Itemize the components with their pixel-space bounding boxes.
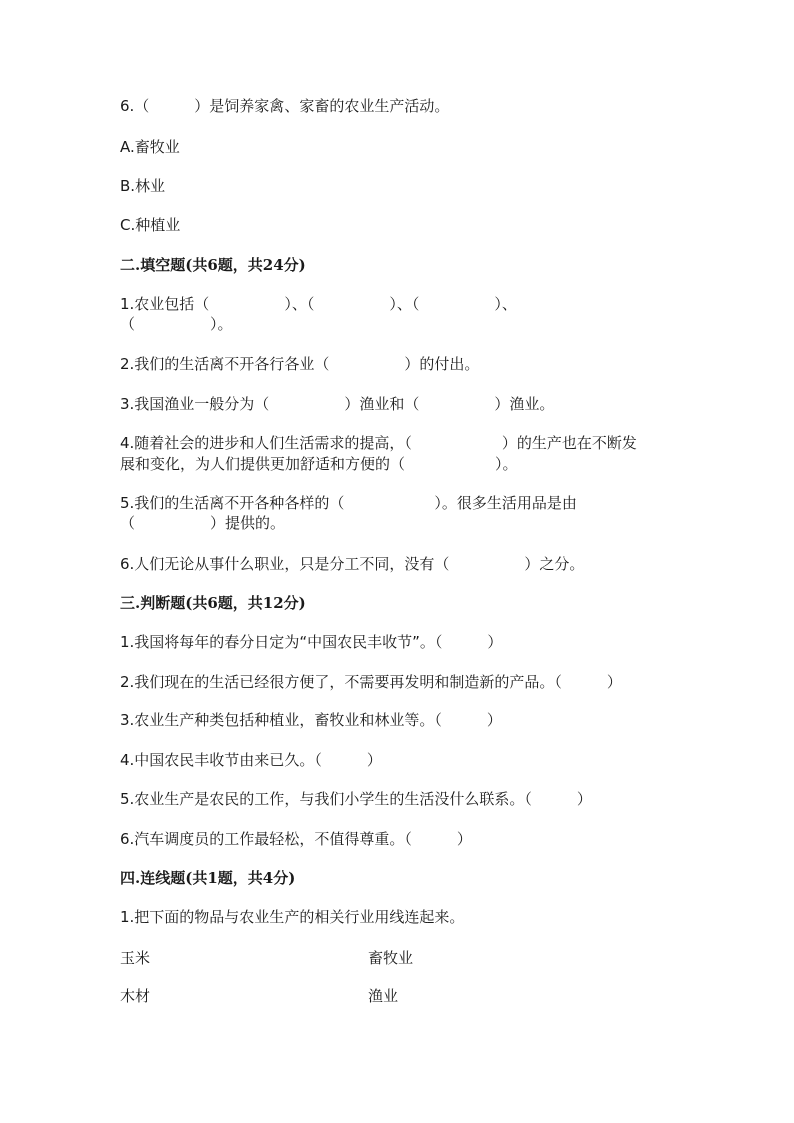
tf-question-6: 6.汽车调度员的工作最轻松，不值得尊重。（ ） <box>120 830 472 848</box>
matching-left-item: 木材 <box>120 987 151 1005</box>
fill-question-5-line2: （ ）提供的。 <box>120 514 286 532</box>
fill-question-1-line2: （ ）。 <box>120 315 233 333</box>
tf-question-5: 5.农业生产是农民的工作，与我们小学生的生活没什么联系。（ ） <box>120 790 592 808</box>
tf-question-2: 2.我们现在的生活已经很方便了，不需要再发明和制造新的产品。（ ） <box>120 673 622 691</box>
section-heading-matching: 四.连线题(共1题，共4分) <box>120 869 296 887</box>
matching-row <box>120 948 680 968</box>
section-heading-fill-in: 二.填空题(共6题，共24分) <box>120 256 306 274</box>
matching-left-item: 玉米 <box>120 949 151 967</box>
tf-question-3: 3.农业生产种类包括种植业，畜牧业和林业等。（ ） <box>120 711 502 729</box>
mc-question-6: 6.（ ）是饲养家禽、家畜的农业生产活动。 <box>120 97 450 115</box>
matching-row <box>120 986 680 1006</box>
fill-question-5-line1: 5.我们的生活离不开各种各样的（ ）。很多生活用品是由 <box>120 494 577 512</box>
fill-question-4-line2: 展和变化，为人们提供更加舒适和方便的（ ）。 <box>120 455 518 473</box>
fill-question-3: 3.我国渔业一般分为（ ）渔业和（ ）渔业。 <box>120 395 555 413</box>
tf-question-1: 1.我国将每年的春分日定为“中国农民丰收节”。（ ） <box>120 633 503 651</box>
section-heading-true-false: 三.判断题(共6题，共12分) <box>120 594 306 612</box>
mc-option-a: A.畜牧业 <box>120 138 180 156</box>
matching-right-item: 渔业 <box>368 987 399 1005</box>
matching-question-1: 1.把下面的物品与农业生产的相关行业用线连起来。 <box>120 908 465 926</box>
mc-option-c: C.种植业 <box>120 216 181 234</box>
fill-question-1-line1: 1.农业包括（ ）、（ ）、（ ）、 <box>120 295 517 313</box>
mc-option-b: B.林业 <box>120 177 166 195</box>
matching-right-item: 畜牧业 <box>368 949 414 967</box>
fill-question-4-line1: 4.随着社会的进步和人们生活需求的提高，（ ）的生产也在不断发 <box>120 434 637 452</box>
fill-question-2: 2.我们的生活离不开各行各业（ ）的付出。 <box>120 355 480 373</box>
fill-question-6: 6.人们无论从事什么职业，只是分工不同，没有（ ）之分。 <box>120 555 585 573</box>
tf-question-4: 4.中国农民丰收节由来已久。（ ） <box>120 751 382 769</box>
